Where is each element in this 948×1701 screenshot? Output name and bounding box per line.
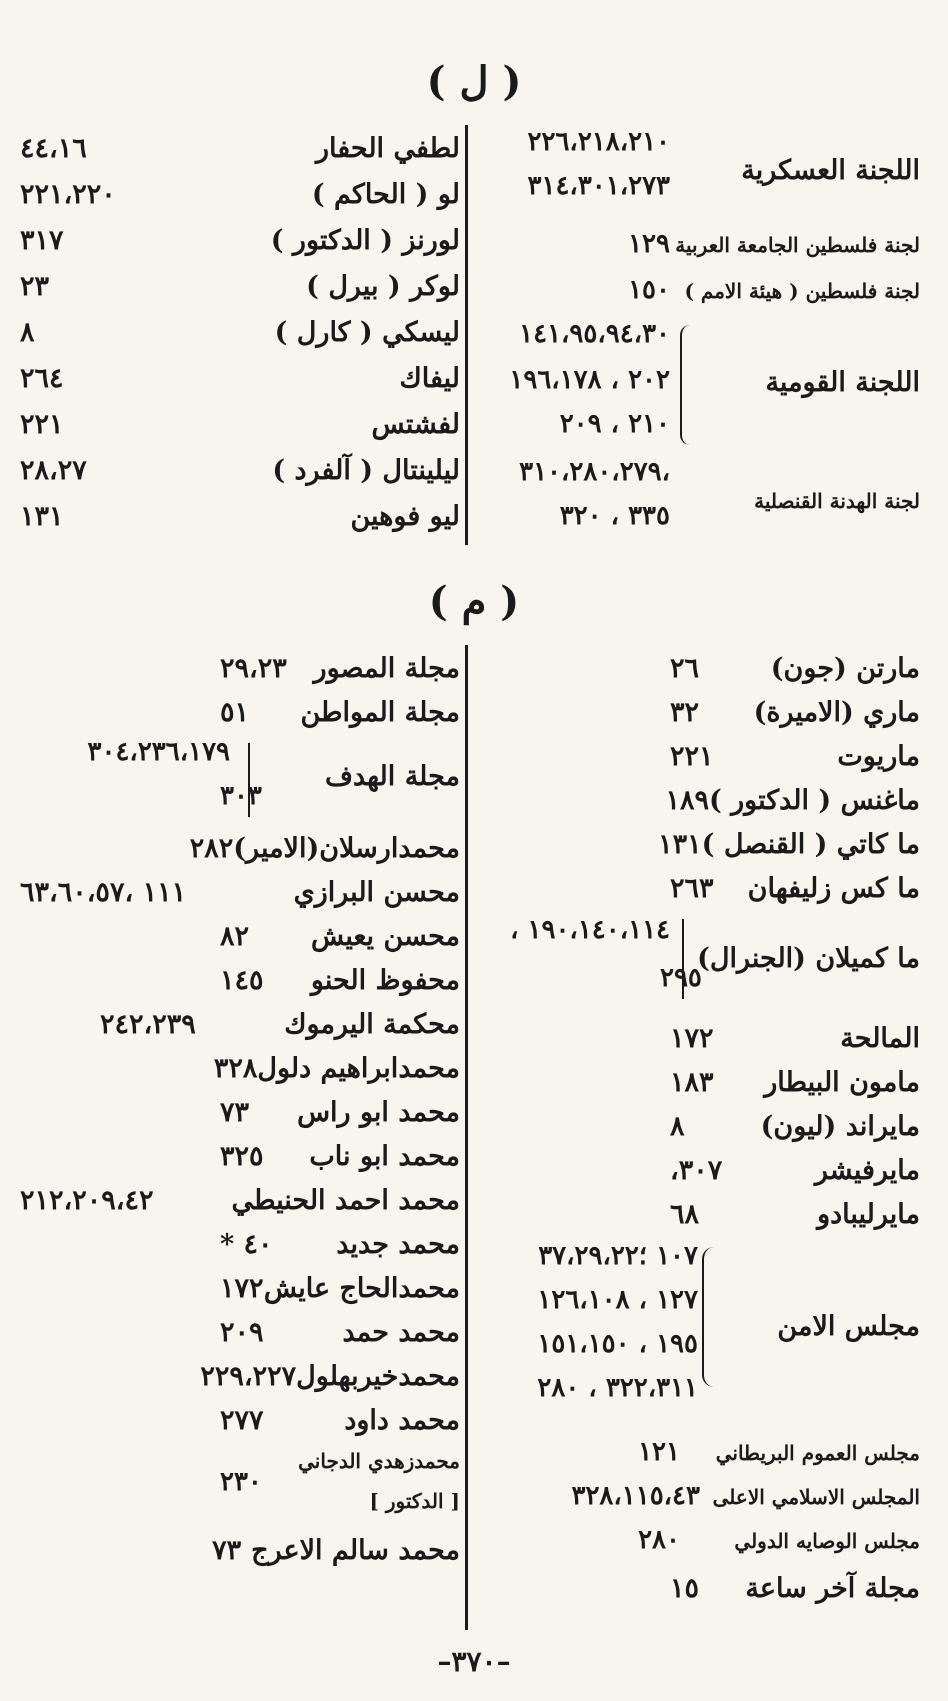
entry-name: لوكر ( بيرل ) <box>306 270 460 302</box>
entry-pages: ١٢٩ <box>628 229 670 259</box>
index-entry <box>20 957 460 1003</box>
index-entry <box>480 915 920 1011</box>
entry-pages: ١٣١ <box>658 828 702 860</box>
entry-pages: ٢٢١ <box>670 740 714 772</box>
index-entry <box>20 1353 460 1399</box>
index-entry <box>20 309 460 355</box>
entry-pages: ٢٢١،٢٢٠ <box>20 178 116 210</box>
index-entry <box>20 125 460 171</box>
column-divider-top <box>465 125 468 545</box>
entry-pages: ١٨٩ <box>665 784 709 816</box>
index-entry <box>480 645 920 691</box>
index-entry <box>20 913 460 959</box>
entry-name: مجلة الهدف <box>324 761 460 792</box>
entry-pages: ٢٨٢ <box>189 832 234 864</box>
entry-name: ماغنس ( الدكتور ) <box>708 784 920 816</box>
entry-name: المجلس الاسلامي الاعلى <box>712 1485 920 1509</box>
entry-pages: ٢٩،٢٣ <box>220 652 287 684</box>
entry-pages: ٢٣ <box>20 270 50 302</box>
index-entry <box>20 1133 460 1179</box>
entry-pages: ١٨٣ <box>670 1066 714 1098</box>
entry-pages: ٣٢٢،٣١١ ، ٢٨٠ <box>537 1373 698 1403</box>
index-entry <box>20 689 460 735</box>
entry-name: محمد ابو راس <box>297 1096 460 1128</box>
entry-pages: ٢٤٢،٢٣٩ <box>100 1008 196 1040</box>
index-entry <box>20 737 460 825</box>
entry-pages: ١٢٧ ، ١٢٦،١٠٨ <box>537 1285 698 1315</box>
entry-name: لجنة فلسطين ( هيئة الامم ) <box>684 279 920 303</box>
index-entry <box>20 1397 460 1443</box>
index-entry <box>480 1241 920 1421</box>
entry-pages: ٣٠٧، <box>670 1154 723 1186</box>
entry-name: مجلس الامن <box>777 1311 920 1342</box>
entry-name: ما كاتي ( القنصل ) <box>701 828 920 860</box>
entry-name: مجلة المصور <box>313 652 460 684</box>
entry-pages: ٢٦ <box>670 652 700 684</box>
index-entry <box>480 125 920 217</box>
entry-name: محمد ابو ناب <box>309 1140 460 1172</box>
entry-name: محمد سالم الاعرج <box>251 1534 460 1566</box>
entry-pages: ٣١٧ <box>20 224 64 256</box>
index-entry <box>480 1431 920 1475</box>
brace <box>702 1247 716 1387</box>
index-entry <box>480 1059 920 1105</box>
entry-name: محمدخيربهلول <box>296 1360 460 1392</box>
entry-pages: ١٧٢ <box>670 1022 714 1054</box>
index-entry <box>480 1519 920 1563</box>
entry-name: ما كميلان (الجنرال) <box>697 943 920 974</box>
index-entry <box>480 821 920 867</box>
entry-name: مايرفيشر <box>814 1154 920 1186</box>
entry-pages: ،٣١٠،٢٨٠،٢٧٩ <box>519 457 670 487</box>
index-entry <box>20 1089 460 1135</box>
entry-name: اللجنة القومية <box>765 367 920 398</box>
entry-pages: ٣٣٥ ، ٣٢٠ <box>559 501 670 531</box>
index-entry <box>20 1001 460 1047</box>
index-entry <box>480 1015 920 1061</box>
entry-name: مايراند (ليون) <box>760 1110 920 1142</box>
entry-pages: ١٠٧ ؛٣٧،٢٩،٢٢ <box>538 1241 698 1271</box>
entry-name: محمد داود <box>344 1404 460 1436</box>
entry-pages: ٦٨ <box>670 1198 700 1230</box>
entry-pages: ٧٣ <box>212 1534 242 1566</box>
entry-name: محمد جديد <box>336 1228 460 1260</box>
entry-pages: ٨ <box>20 316 35 348</box>
entry-pages: ١٣١ <box>20 500 64 532</box>
mim-right-column <box>480 645 920 1630</box>
index-entry <box>480 457 920 549</box>
entry-pages: ٨ <box>670 1110 685 1142</box>
index-entry <box>20 493 460 539</box>
entry-name: المالحة <box>840 1022 920 1054</box>
entry-name: مجلس العموم البريطاني <box>715 1441 920 1465</box>
index-entry <box>20 1265 460 1311</box>
mim-left-column <box>20 645 460 1630</box>
column-divider-bottom <box>465 645 468 1630</box>
entry-pages: ٢٢٦،٢١٨،٢١٠ <box>527 127 670 157</box>
entry-name: مجلة آخر ساعة <box>745 1572 920 1604</box>
brace <box>680 325 692 445</box>
index-entry <box>20 1309 460 1355</box>
entry-pages: ١٥٠ <box>628 275 670 305</box>
index-entry <box>480 317 920 457</box>
lam-right-column <box>480 125 920 545</box>
entry-name: ليسكي ( كارل ) <box>274 316 460 348</box>
entry-pages: ٣٠٤،٢٣٦،١٧٩ <box>87 737 230 767</box>
entry-name: محمد حمد <box>342 1316 460 1348</box>
index-entry <box>480 1565 920 1611</box>
entry-name: محمدزهدي الدجاني <box>298 1449 460 1473</box>
index-entry <box>20 1221 460 1267</box>
entry-name: مجلس الوصايه الدولي <box>734 1529 920 1553</box>
section-heading-mim: ( م ) <box>428 578 520 625</box>
entry-pages: ٧٣ <box>220 1096 250 1128</box>
entry-pages: ١٥ <box>670 1572 700 1604</box>
index-entry <box>480 225 920 271</box>
entry-pages: ٣٢ <box>670 696 700 728</box>
entry-name: لطفي الحفار <box>315 132 460 164</box>
index-entry <box>480 865 920 911</box>
entry-name: محكمة اليرموك <box>284 1008 460 1040</box>
entry-pages: ٢٣٠ <box>220 1467 262 1497</box>
entry-pages: ٤٤،١٦ <box>20 132 87 164</box>
index-entry <box>20 263 460 309</box>
entry-pages: ٢٩٥ <box>660 963 702 993</box>
entry-pages: ٣٢٨ <box>213 1052 258 1084</box>
entry-name: لورنز ( الدكتور ) <box>270 224 460 256</box>
index-entry <box>20 401 460 447</box>
index-entry <box>20 1445 460 1525</box>
entry-pages: ١٧٢ <box>220 1272 264 1304</box>
entry-name: ماريوت <box>837 740 920 772</box>
index-entry <box>480 1191 920 1237</box>
index-entry <box>480 777 920 823</box>
index-entry <box>20 1177 460 1223</box>
lam-left-column <box>20 125 460 545</box>
entry-pages: ٣٢٨،١١٥،٤٣ <box>571 1481 700 1511</box>
entry-pages: ٢١٠ ، ٢٠٩ <box>559 409 670 439</box>
entry-pages: ٢٨٠ <box>638 1525 680 1555</box>
entry-name: مارتن (جون) <box>770 652 920 684</box>
section-heading-lam: ( ل ) <box>426 58 522 105</box>
entry-name: ماري (الاميرة) <box>753 696 920 728</box>
entry-pages: ٢٠٩ <box>220 1316 264 1348</box>
entry-name: لجنة الهدنة القنصلية <box>754 489 920 513</box>
entry-name: محسن يعيش <box>310 920 460 952</box>
entry-name: لفشتس <box>371 408 460 440</box>
entry-pages: ١٩٥ ، ١٥١،١٥٠ <box>537 1329 698 1359</box>
entry-pages: ٢٢١ <box>20 408 64 440</box>
index-entry <box>20 217 460 263</box>
index-entry <box>20 447 460 493</box>
entry-name: ما كس زليفهان <box>747 872 920 904</box>
entry-name: ليو فوهين <box>350 500 460 532</box>
entry-name: مامون البيطار <box>764 1066 920 1098</box>
entry-name: محمد احمد الحنيطي <box>231 1184 460 1216</box>
entry-pages: ٢٧٧ <box>220 1404 264 1436</box>
index-entry <box>480 1147 920 1193</box>
entry-name: لجنة فلسطين الجامعة العربية <box>675 233 920 257</box>
entry-pages: ٢٦٣ <box>670 872 714 904</box>
index-entry <box>20 1045 460 1091</box>
entry-pages: ٨٢ <box>220 920 250 952</box>
index-entry <box>480 1103 920 1149</box>
entry-pages: ٣٢٥ <box>220 1140 264 1172</box>
entry-pages: ٣٠٣ <box>220 781 262 811</box>
index-entry <box>20 825 460 871</box>
entry-name: محمدابراهيم دلول <box>257 1052 460 1084</box>
entry-pages: ٢٦٤ <box>20 362 64 394</box>
entry-pages: ١١١ ،٦٣،٦٠،٥٧ <box>20 876 187 908</box>
index-entry <box>480 689 920 735</box>
entry-name: لو ( الحاكم ) <box>311 178 460 210</box>
entry-pages: ١٤١،٩٥،٩٤،٣٠ <box>519 319 670 349</box>
entry-name: اللجنة العسكرية <box>741 155 920 186</box>
entry-name: ليفاك <box>399 362 460 394</box>
entry-name: مجلة المواطن <box>300 696 460 728</box>
index-entry <box>20 645 460 691</box>
entry-pages: ٢٢٩،٢٢٧ <box>200 1360 297 1392</box>
entry-pages: ١٩٠،١٤٠،١١٤ ، <box>510 915 670 945</box>
index-entry <box>20 1527 460 1573</box>
entry-name: محمدالحاج عايش <box>263 1272 460 1304</box>
index-entry <box>20 171 460 217</box>
entry-name: محمدارسلان(الامير) <box>233 832 460 864</box>
entry-pages: ٢٨،٢٧ <box>20 454 87 486</box>
index-entry <box>480 1475 920 1519</box>
index-entry <box>480 733 920 779</box>
entry-pages: ٢٠٢ ، ١٩٦،١٧٨ <box>509 365 670 395</box>
entry-name: مايرليبادو <box>817 1198 920 1230</box>
entry-pages: ٤٠ * <box>220 1228 273 1260</box>
entry-pages: ٥١ <box>220 696 250 728</box>
entry-name-qualifier: [ الدكتور ] <box>369 1489 460 1513</box>
page-number: –٣٧٠– <box>437 1645 511 1678</box>
entry-pages: ١٤٥ <box>220 964 264 996</box>
index-entry <box>20 355 460 401</box>
index-entry <box>480 271 920 317</box>
entry-name: محفوظ الحنو <box>310 964 460 996</box>
index-entry <box>20 869 460 915</box>
entry-name: محسن البرازي <box>293 876 460 908</box>
entry-pages: ٢١٢،٢٠٩،٤٢ <box>20 1184 154 1216</box>
entry-pages: ١٢١ <box>638 1437 680 1467</box>
entry-name: ليلينتال ( آلفرد ) <box>272 454 460 486</box>
entry-pages: ٣١٤،٣٠١،٢٧٣ <box>527 171 670 201</box>
